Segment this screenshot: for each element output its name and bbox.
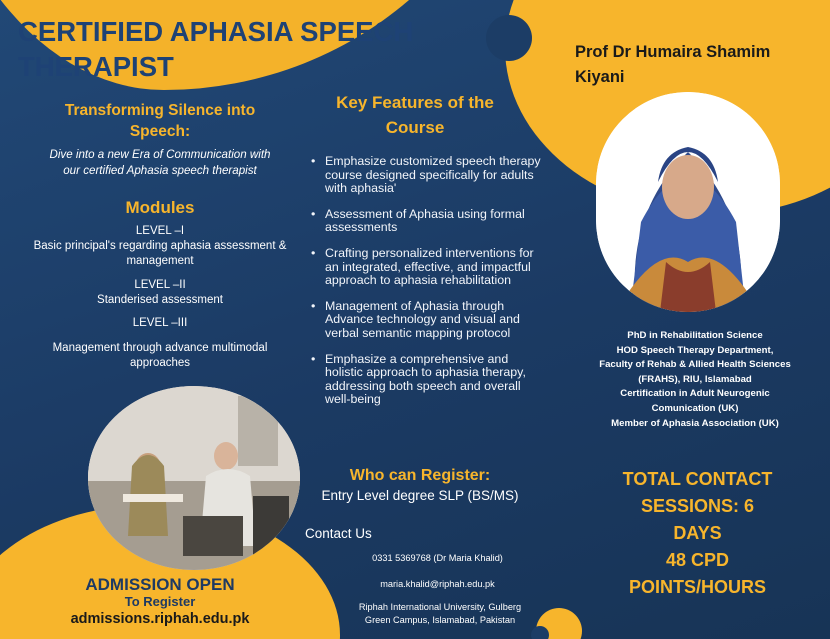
contact-heading: Contact Us [305,526,372,541]
contact-address [340,601,540,627]
admission-block [30,575,290,629]
feature-item-5: • Emphasize a comprehensive and holistic approach to aphasia therapy, addressing both speech and overall well-being [311,353,543,407]
instructor-credentials [570,329,820,431]
admission-heading: ADMISSION OPEN [85,575,235,594]
features-heading-line-2: Course [385,118,445,137]
module-level-2-title: LEVEL –II [134,279,186,291]
contact-address-line-2: Green Campus, Islamabad, Pakistan [364,615,516,625]
features-list [311,155,543,419]
register-requirement: Entry Level degree SLP (BS/MS) [321,488,519,503]
credential-5: Certification in Adult Neurogenic [620,388,770,400]
feature-item-3: • Crafting personalized interventions for an integrated, effective, and impactful approach to aphasia rehabilitation [311,247,543,288]
credential-2: HOD Speech Therapy Department, [616,344,774,356]
module-level-1-title: LEVEL –I [135,225,185,237]
sessions-line-5: POINTS/HOURS [628,577,766,597]
feature-item-2: • Assessment of Aphasia using formal assessments [311,208,543,235]
small-navy-dot-bottom [531,626,549,639]
title-line-1: CERTIFIED APHASIA SPEECH [18,16,414,47]
feature-item-4: • Management of Aphasia through Advance technology and visual and verbal semantic mapping protocol [311,300,543,341]
features-heading-line-1: Key Features of the [336,93,494,112]
tagline-line-1: Transforming Silence into [64,102,256,119]
instructor-name-line-2: Kiyani [575,68,625,86]
credential-4: (FRAHS), RIU, Islamabad [638,373,752,385]
small-navy-dot-top [486,15,532,61]
admission-url[interactable]: admissions.riphah.edu.pk [70,611,250,627]
module-level-3-desc: Management through advance multimodal [52,342,268,354]
contact-address-line-1: Riphah International University, Gulberg [358,602,522,612]
credential-1: PhD in Rehabilitation Science [627,330,763,341]
features-heading [305,90,525,140]
module-level-1-desc-2: management [126,255,194,267]
page-title [18,14,488,84]
module-level-1 [8,224,312,269]
tagline [10,100,310,142]
register-heading: Who can Register: [349,467,491,484]
credential-3: Faculty of Rehab & Allied Health Sciences [599,359,791,371]
sessions-line-2: SESSIONS: 6 [640,496,755,516]
module-level-3 [8,316,312,371]
contact-email[interactable]: maria.khalid@riphah.edu.pk [380,579,495,589]
sessions-line-1: TOTAL CONTACT [622,469,773,489]
tagline-line-2: Speech: [129,123,191,140]
therapy-session-illustration [88,386,300,570]
sessions-info [580,466,815,601]
credential-6: Comunication (UK) [651,402,739,414]
contact-phone[interactable]: 0331 5369768 (Dr Maria Khalid) [372,553,503,563]
admission-sub: To Register [124,594,196,609]
instructor-photo-frame [596,92,780,312]
module-level-1-desc: Basic principal's regarding aphasia assessment & [33,240,287,252]
credential-7: Member of Aphasia Association (UK) [611,417,779,429]
instructor-portrait [596,92,780,312]
module-level-2 [8,278,312,308]
instructor-name-line-1: Prof Dr Humaira Shamim [575,43,771,61]
title-line-2: THERAPIST [18,51,174,82]
intro-line-1: Dive into a new Era of Communication with [49,148,271,161]
modules-heading: Modules [125,198,195,217]
sessions-line-3: DAYS [673,523,722,543]
sessions-line-4: 48 CPD [665,550,730,570]
intro-text [10,147,310,179]
module-level-2-desc: Standerised assessment [97,294,223,306]
therapy-session-photo [88,386,300,570]
intro-line-2: our certified Aphasia speech therapist [63,164,257,177]
instructor-name [575,40,820,90]
feature-item-1: • Emphasize customized speech therapy course designed specifically for adults with aphasia' [311,155,543,196]
module-level-3-desc-2: approaches [129,357,191,369]
module-level-3-title: LEVEL –III [132,317,188,329]
